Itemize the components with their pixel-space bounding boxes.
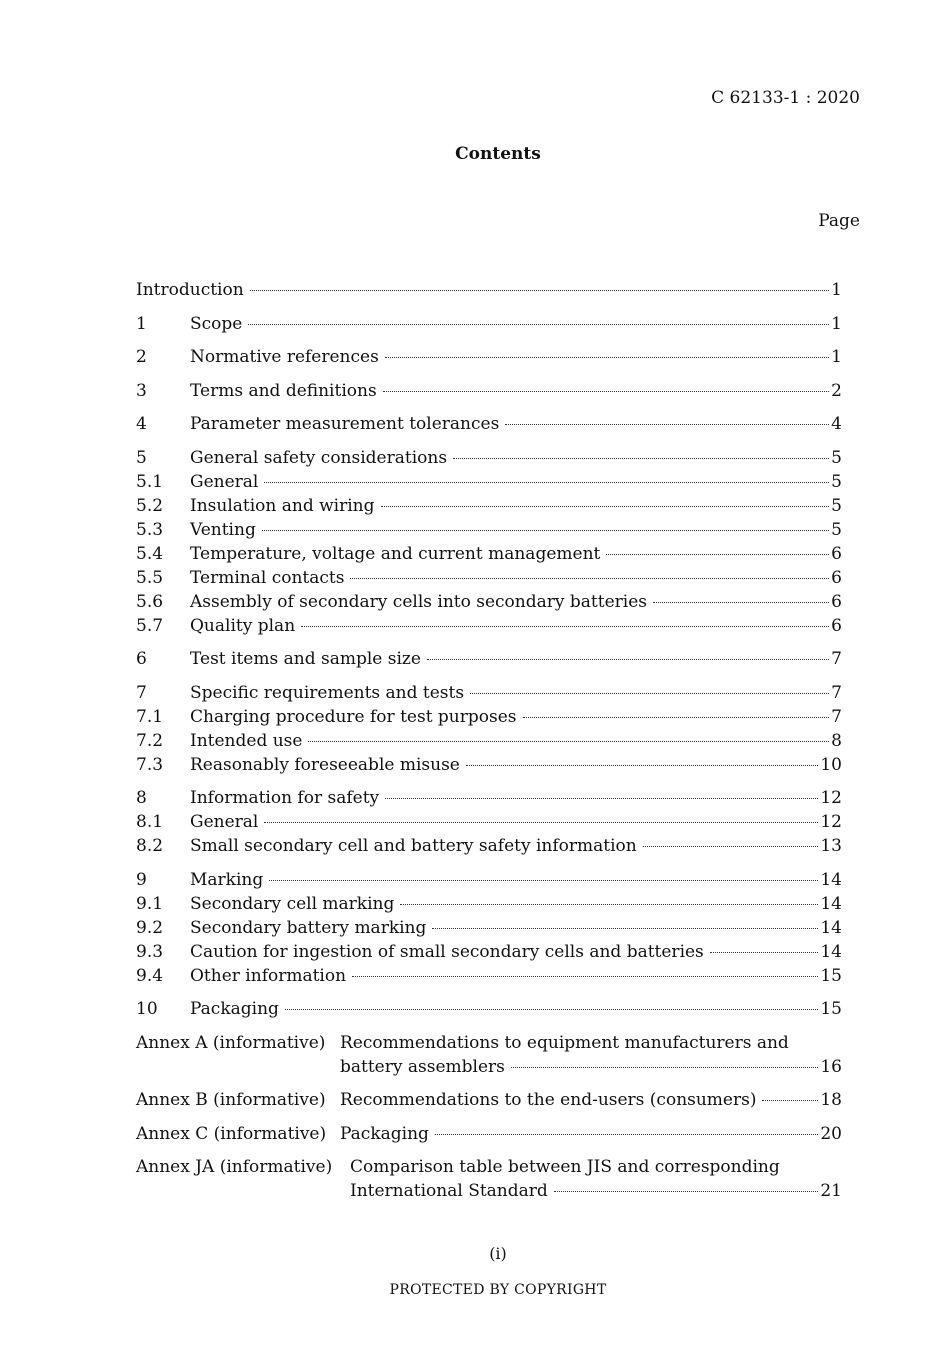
annex-label: Annex C (informative) (136, 1123, 327, 1144)
toc-entry-page: 5 (831, 519, 842, 540)
dot-leader (385, 798, 818, 799)
toc-entry-text: General (190, 812, 259, 832)
toc-entry-number: 9.3 (136, 941, 164, 962)
toc-entry-page: 5 (831, 447, 842, 468)
toc-entry-8-2[interactable] (136, 834, 842, 858)
toc-entry-text: Terms and definitions (190, 380, 377, 401)
toc-entry-page: 5 (831, 495, 842, 516)
toc-entry-number: 8 (136, 788, 147, 808)
annex-label: Annex A (informative) (136, 1032, 326, 1053)
toc-entry-page: 5 (831, 471, 842, 492)
toc-entry-page: 1 (831, 347, 842, 367)
dot-leader (262, 530, 829, 531)
toc-entry-number: 6 (136, 649, 147, 669)
toc-entry-page: 10 (820, 754, 842, 775)
toc-entry-text: Packaging (190, 999, 279, 1019)
toc-entry-text: Recommendations to equipment manufacturers and (340, 1032, 789, 1053)
toc-entry-text: Terminal contacts (190, 567, 345, 588)
toc-entry-5-3[interactable] (136, 518, 842, 542)
dot-leader (432, 928, 818, 929)
toc-entry-text: Venting (190, 519, 256, 540)
toc-entry-annex-ja[interactable] (136, 1155, 842, 1203)
toc-entry-9-2[interactable] (136, 916, 842, 940)
toc-entry-page: 1 (831, 280, 842, 300)
dot-leader (308, 741, 829, 742)
toc-entry-page: 14 (820, 869, 842, 890)
toc-entry-7-1[interactable] (136, 705, 842, 729)
toc-entry-number: 10 (136, 999, 158, 1019)
toc-entry-page: 1 (831, 313, 842, 334)
dot-leader (383, 391, 830, 392)
copyright-notice: PROTECTED BY COPYRIGHT (389, 1282, 607, 1298)
toc-entry-3[interactable] (136, 379, 842, 403)
toc-entry-text: Parameter measurement tolerances (190, 414, 500, 434)
dot-leader (269, 880, 818, 881)
toc-entry-8[interactable] (136, 786, 842, 810)
toc-entry-number: 5.1 (136, 471, 164, 492)
toc-entry-text: Quality plan (190, 615, 296, 636)
toc-entry-text: Test items and sample size (190, 649, 421, 669)
toc-entry-number: 7.2 (136, 730, 164, 751)
table-of-contents (136, 278, 842, 1203)
toc-entry-9-3[interactable] (136, 940, 842, 964)
dot-leader (264, 482, 829, 483)
toc-entry-number: 7.1 (136, 706, 164, 727)
toc-entry-page: 6 (831, 567, 842, 588)
toc-entry-number: 5 (136, 447, 147, 468)
dot-leader (301, 626, 829, 627)
dot-leader (285, 1009, 818, 1010)
toc-entry-annex-b[interactable] (136, 1088, 842, 1112)
toc-entry-7[interactable] (136, 681, 842, 705)
toc-entry-4[interactable] (136, 412, 842, 436)
toc-entry-annex-c[interactable] (136, 1122, 842, 1146)
dot-leader (264, 822, 818, 823)
dot-leader (248, 324, 829, 325)
page-number: (i) (489, 1244, 507, 1263)
toc-entry-page: 15 (820, 999, 842, 1019)
toc-entry-number: 8.1 (136, 812, 164, 832)
dot-leader (400, 904, 818, 905)
toc-entry-number: 9.4 (136, 965, 164, 986)
toc-entry-text: Information for safety (190, 788, 380, 808)
toc-entry-number: 5.5 (136, 567, 164, 588)
toc-entry-text: Introduction (136, 280, 244, 300)
dot-leader (352, 976, 818, 977)
toc-entry-text: Caution for ingestion of small secondary cells and batteries (190, 941, 704, 962)
toc-entry-5[interactable] (136, 446, 842, 470)
toc-entry-number: 5.6 (136, 591, 164, 612)
toc-entry-page: 12 (820, 812, 842, 832)
toc-entry-5-6[interactable] (136, 590, 842, 614)
toc-entry-page: 7 (831, 706, 842, 727)
toc-entry-text: Insulation and wiring (190, 495, 375, 516)
toc-entry-page: 14 (820, 917, 842, 938)
toc-entry-5-5[interactable] (136, 566, 842, 590)
toc-entry-number: 7 (136, 682, 147, 703)
toc-entry-number: 5.4 (136, 543, 164, 564)
toc-entry-introduction[interactable] (136, 278, 842, 302)
toc-entry-number: 9 (136, 869, 147, 890)
toc-entry-page: 6 (831, 543, 842, 564)
toc-entry-number: 2 (136, 347, 147, 367)
toc-entry-text: Charging procedure for test purposes (190, 706, 517, 727)
toc-entry-page: 21 (820, 1181, 842, 1201)
annex-label: Annex JA (informative) (136, 1157, 333, 1177)
dot-leader (653, 602, 829, 603)
toc-entry-page: 18 (820, 1090, 842, 1110)
toc-entry-text: Assembly of secondary cells into secondary batteries (190, 591, 647, 612)
toc-entry-9[interactable] (136, 868, 842, 892)
toc-entry-page: 6 (831, 615, 842, 636)
dot-leader (643, 846, 819, 847)
dot-leader (453, 458, 829, 459)
annex-label: Annex B (informative) (136, 1090, 326, 1110)
toc-entry-number: 5.3 (136, 519, 164, 540)
toc-entry-text: International Standard (350, 1181, 548, 1201)
toc-entry-5-7[interactable] (136, 614, 842, 638)
toc-entry-text: Specific requirements and tests (190, 682, 465, 703)
toc-entry-page: 16 (820, 1056, 842, 1077)
toc-entry-number: 9.2 (136, 917, 164, 938)
toc-entry-number: 9.1 (136, 893, 164, 914)
toc-entry-text: Small secondary cell and battery safety information (190, 836, 637, 856)
toc-entry-page: 2 (831, 380, 842, 401)
toc-entry-number: 8.2 (136, 836, 164, 856)
dot-leader (511, 1067, 818, 1068)
dot-leader (427, 659, 829, 660)
toc-entry-page: 8 (831, 730, 842, 751)
toc-entry-text: Comparison table between JIS and corresponding (350, 1157, 780, 1177)
page-column-label: Page (818, 211, 860, 231)
toc-entry-text: General safety considerations (190, 447, 448, 468)
toc-entry-text: Other information (190, 965, 347, 986)
document-code: C 62133-1 : 2020 (711, 88, 860, 108)
toc-entry-9-1[interactable] (136, 892, 842, 916)
toc-entry-text: Secondary cell marking (190, 893, 395, 914)
dot-leader (350, 578, 829, 579)
dot-leader (710, 952, 819, 953)
dot-leader (250, 290, 830, 291)
toc-entry-5-4[interactable] (136, 542, 842, 566)
toc-entry-page: 7 (831, 649, 842, 669)
toc-entry-page: 20 (820, 1123, 842, 1144)
dot-leader (470, 693, 829, 694)
dot-leader (466, 765, 819, 766)
toc-entry-text: battery assemblers (340, 1056, 505, 1077)
toc-entry-text: Reasonably foreseeable misuse (190, 754, 460, 775)
toc-entry-text: Packaging (340, 1123, 429, 1144)
toc-entry-number: 7.3 (136, 754, 164, 775)
toc-entry-page: 4 (831, 414, 842, 434)
toc-entry-5-2[interactable] (136, 494, 842, 518)
toc-entry-5-1[interactable] (136, 470, 842, 494)
toc-entry-number: 5.7 (136, 615, 164, 636)
toc-entry-text: Normative references (190, 347, 379, 367)
dot-leader (554, 1191, 819, 1192)
toc-entry-page: 7 (831, 682, 842, 703)
dot-leader (523, 717, 830, 718)
toc-entry-page: 13 (820, 836, 842, 856)
toc-entry-2[interactable] (136, 345, 842, 369)
toc-entry-text: Scope (190, 313, 243, 334)
dot-leader (762, 1100, 818, 1101)
toc-entry-number: 4 (136, 414, 147, 434)
toc-entry-annex-a[interactable] (136, 1031, 842, 1079)
toc-entry-1[interactable] (136, 312, 842, 336)
toc-entry-6[interactable] (136, 647, 842, 671)
toc-entry-text: Temperature, voltage and current management (190, 543, 601, 564)
toc-entry-text: Intended use (190, 730, 303, 751)
toc-entry-text: General (190, 471, 259, 492)
dot-leader (381, 506, 830, 507)
toc-entry-page: 12 (820, 788, 842, 808)
toc-entry-7-3[interactable] (136, 753, 842, 777)
toc-entry-number: 1 (136, 313, 147, 334)
toc-entry-text: Recommendations to the end-users (consumers) (340, 1090, 757, 1110)
toc-entry-number: 5.2 (136, 495, 164, 516)
toc-entry-page: 15 (820, 965, 842, 986)
toc-entry-text: Marking (190, 869, 264, 890)
page-title: Contents (455, 144, 541, 164)
toc-entry-8-1[interactable] (136, 810, 842, 834)
dot-leader (385, 357, 829, 358)
toc-entry-10[interactable] (136, 997, 842, 1021)
dot-leader (606, 554, 829, 555)
toc-entry-9-4[interactable] (136, 964, 842, 988)
toc-entry-text: Secondary battery marking (190, 917, 427, 938)
toc-entry-page: 6 (831, 591, 842, 612)
toc-entry-7-2[interactable] (136, 729, 842, 753)
toc-entry-number: 3 (136, 380, 147, 401)
toc-entry-page: 14 (820, 941, 842, 962)
toc-entry-page: 14 (820, 893, 842, 914)
dot-leader (505, 424, 829, 425)
dot-leader (435, 1134, 818, 1135)
